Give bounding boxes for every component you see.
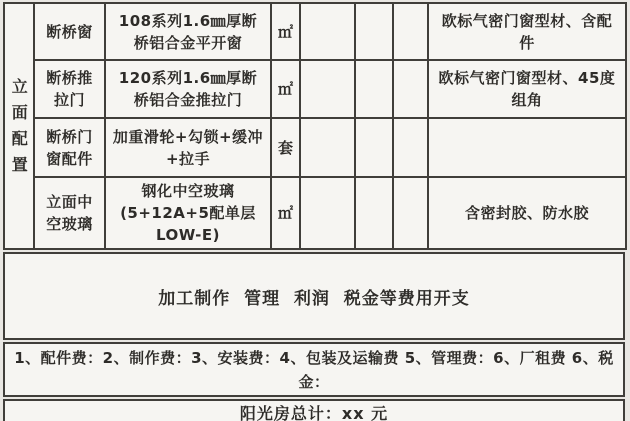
remark-cell: 欧标气密门窗型材、含配件 <box>428 3 626 60</box>
item-spec-cell: 108系列1.6㎜厚断桥铝合金平开窗 <box>105 3 271 60</box>
unit-cell: ㎡ <box>271 177 300 249</box>
blank-cell <box>393 3 428 60</box>
item-spec-cell: 120系列1.6㎜厚断桥铝合金推拉门 <box>105 60 271 118</box>
row-group-label: 立面配置 <box>11 77 29 174</box>
table-row <box>4 118 626 177</box>
remark-cell <box>428 118 626 177</box>
item-spec-cell: 钢化中空玻璃(5+12A+5配单层LOW-E) <box>105 177 271 249</box>
item-name-cell: 断桥门窗配件 <box>34 118 105 177</box>
total-text: 阳光房总计：xx 元 <box>239 403 389 421</box>
fees-header-text: 加工制作 管理 利润 税金等费用开支 <box>158 288 470 309</box>
blank-cell <box>355 3 393 60</box>
unit-cell: ㎡ <box>271 60 300 118</box>
materials-table <box>3 2 627 250</box>
fees-breakdown-text: 1、配件费：2、制作费：3、安装费：4、包装及运输费 5、管理费：6、厂租费 6、税金： <box>14 348 614 391</box>
table-row <box>4 3 626 60</box>
item-name-cell: 立面中空玻璃 <box>34 177 105 249</box>
item-name-cell: 断桥窗 <box>34 3 105 60</box>
row-group-cell <box>4 3 34 249</box>
blank-cell <box>355 118 393 177</box>
blank-cell <box>393 177 428 249</box>
blank-cell <box>393 60 428 118</box>
total-section <box>3 399 625 421</box>
blank-cell <box>355 60 393 118</box>
table-row <box>4 60 626 118</box>
blank-cell <box>300 60 355 118</box>
unit-cell: 套 <box>271 118 300 177</box>
fees-header-section <box>3 252 625 340</box>
table-row <box>4 177 626 249</box>
unit-cell: ㎡ <box>271 3 300 60</box>
blank-cell <box>355 177 393 249</box>
blank-cell <box>300 3 355 60</box>
item-name-cell: 断桥推拉门 <box>34 60 105 118</box>
remark-cell: 含密封胶、防水胶 <box>428 177 626 249</box>
remark-cell: 欧标气密门窗型材、45度组角 <box>428 60 626 118</box>
item-spec-cell: 加重滑轮+勾锁+缓冲+拉手 <box>105 118 271 177</box>
fees-breakdown-section <box>3 342 625 397</box>
blank-cell <box>300 177 355 249</box>
blank-cell <box>393 118 428 177</box>
blank-cell <box>300 118 355 177</box>
